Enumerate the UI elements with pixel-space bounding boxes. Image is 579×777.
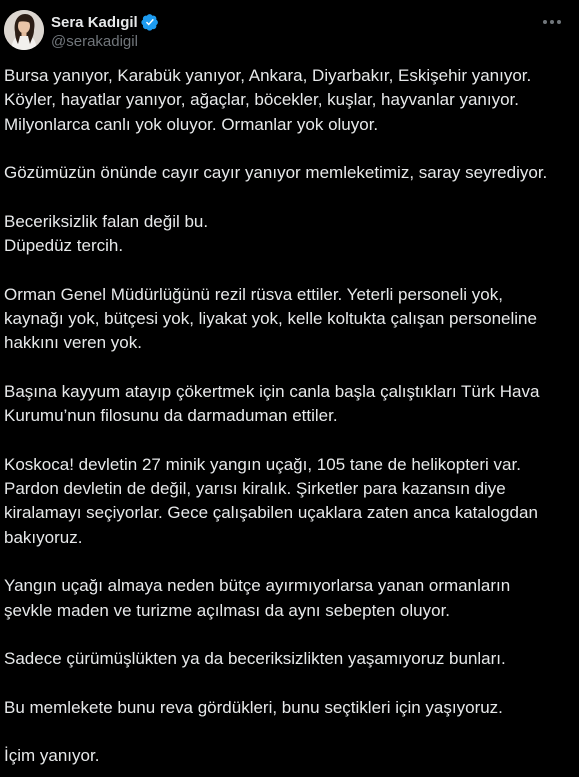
verified-badge-icon[interactable]	[141, 13, 159, 31]
author-name-row	[51, 12, 159, 32]
author-handle[interactable]: @serakadigil	[51, 33, 138, 50]
tweet-header	[0, 0, 579, 60]
tweet-paragraph: Bursa yanıyor, Karabük yanıyor, Ankara, Diyarbakır, Eskişehir yanıyor. Köyler, hayatlar yanıyor, ağaçlar, böcekler, kuşlar, hayvanlar yanıyor. Milyonlarca canlı yok oluyor. Ormanlar yok oluyor.	[4, 66, 532, 134]
tweet-paragraph: İçim yanıyor.	[4, 746, 100, 766]
more-options-icon[interactable]	[537, 10, 567, 34]
tweet-paragraph: Bu memlekete bunu reva gördükleri, bunu seçtikleri için yaşıyoruz.	[4, 697, 503, 717]
tweet-text	[4, 64, 569, 769]
tweet-paragraph: Orman Genel Müdürlüğünü rezil rüsva ettiler. Yeterli personeli yok, kaynağı yok, bütçesi yok, liyakat yok, kelle koltukta çalışan personeline hakkını veren yok.	[4, 284, 537, 353]
tweet-paragraph: Gözümüzün önünde cayır cayır yanıyor memleketimiz, saray seyrediyor.	[4, 163, 548, 183]
profile-photo	[4, 10, 44, 50]
author-display-name[interactable]: Sera Kadıgil	[51, 13, 138, 31]
tweet-paragraph: Beceriksizlik falan değil bu. Düpedüz tercih.	[4, 211, 209, 256]
tweet-paragraph: Yangın uçağı almaya neden bütçe ayırmıyorlarsa yanan ormanların şevkle maden ve turizme açılması da aynı sebepten oluyor.	[4, 576, 511, 620]
tweet-paragraph: Koskoca! devletin 27 minik yangın uçağı, 105 tane de helikopteri var. Pardon devletin de değil, yarısı kiralık. Şirketler para kazansın diye kiralamayı seçiyorlar. Gece çalışabilen uçaklara zaten anca katalogdan bakıyoruz.	[4, 454, 538, 547]
tweet-paragraph: Sadece çürümüşlükten ya da beceriksizlikten yaşamıyoruz bunları.	[4, 649, 506, 669]
tweet-paragraph: Başına kayyum atayıp çökertmek için canla başla çalıştıkları Türk Hava Kurumu’nun filosunu da darmaduman ettiler.	[4, 381, 540, 426]
avatar[interactable]	[4, 10, 44, 50]
